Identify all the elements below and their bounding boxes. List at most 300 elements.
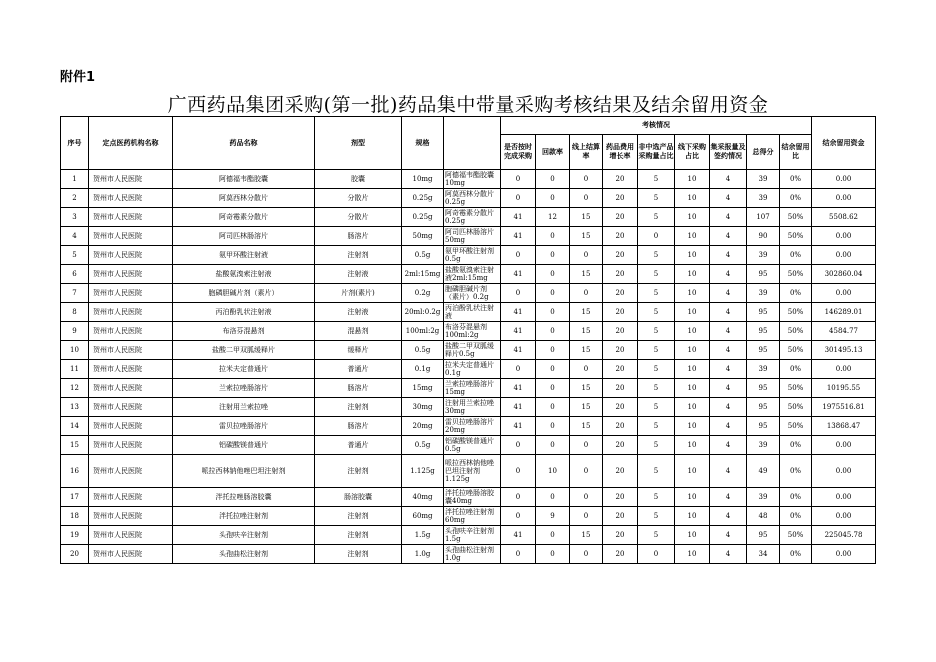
- cell-spec: 0.1g: [402, 360, 444, 379]
- table-row: [61, 488, 876, 507]
- cell-form: 注射剂: [315, 398, 402, 417]
- cell-drug: 阿德福韦酯胶囊: [173, 170, 315, 189]
- cell-institution: 贺州市人民医院: [89, 303, 173, 322]
- cell-score: 41: [501, 398, 536, 417]
- cell-generic: 哌拉西林钠他唑巴坦注射剂1.125g: [444, 455, 501, 488]
- cell-seq: 20: [61, 545, 89, 564]
- cell-score: 20: [603, 398, 638, 417]
- cell-seq: 18: [61, 507, 89, 526]
- cell-institution: 贺州市人民医院: [89, 526, 173, 545]
- cell-savings: 5508.62: [812, 208, 876, 227]
- cell-seq: 5: [61, 246, 89, 265]
- cell-form: 注射液: [315, 265, 402, 284]
- cell-score: 10: [675, 507, 710, 526]
- cell-score: 0: [570, 436, 603, 455]
- cell-form: 缓释片: [315, 341, 402, 360]
- cell-score: 5: [638, 417, 675, 436]
- cell-score: 20: [603, 303, 638, 322]
- cell-score: 0: [536, 265, 570, 284]
- cell-score: 4: [710, 398, 747, 417]
- header-sub: 线下采购占比: [675, 135, 710, 170]
- cell-score: 50%: [780, 265, 812, 284]
- table-row: [61, 189, 876, 208]
- cell-score: 0: [570, 284, 603, 303]
- cell-score: 15: [570, 379, 603, 398]
- table-row: [61, 341, 876, 360]
- cell-form: 混悬剂: [315, 322, 402, 341]
- cell-spec: 0.2g: [402, 284, 444, 303]
- table-row: [61, 227, 876, 246]
- cell-seq: 11: [61, 360, 89, 379]
- cell-score: 0: [536, 436, 570, 455]
- cell-score: 10: [675, 398, 710, 417]
- cell-score: 50%: [780, 303, 812, 322]
- table-row: [61, 545, 876, 564]
- cell-seq: 7: [61, 284, 89, 303]
- cell-drug: 泮托拉唑肠溶胶囊: [173, 488, 315, 507]
- table-row: [61, 284, 876, 303]
- table-row: [61, 208, 876, 227]
- cell-score: 0: [536, 360, 570, 379]
- cell-score: 0: [536, 322, 570, 341]
- cell-spec: 0.5g: [402, 436, 444, 455]
- cell-score: 4: [710, 507, 747, 526]
- cell-score: 20: [603, 341, 638, 360]
- header-sub: 结余留用比: [780, 135, 812, 170]
- cell-score: 39: [747, 246, 780, 265]
- cell-score: 20: [603, 526, 638, 545]
- cell-score: 0%: [780, 545, 812, 564]
- cell-score: 0: [536, 488, 570, 507]
- cell-generic: 布洛芬混悬剂100ml:2g: [444, 322, 501, 341]
- cell-score: 0: [501, 545, 536, 564]
- cell-score: 0: [570, 360, 603, 379]
- cell-spec: 20ml:0.2g: [402, 303, 444, 322]
- cell-form: 肠溶片: [315, 379, 402, 398]
- cell-score: 0: [501, 189, 536, 208]
- table-row: [61, 303, 876, 322]
- cell-score: 107: [747, 208, 780, 227]
- cell-score: 4: [710, 322, 747, 341]
- cell-institution: 贺州市人民医院: [89, 284, 173, 303]
- cell-drug: 雷贝拉唑肠溶片: [173, 417, 315, 436]
- cell-score: 0: [570, 545, 603, 564]
- cell-form: 注射剂: [315, 246, 402, 265]
- cell-score: 0: [501, 455, 536, 488]
- cell-score: 4: [710, 436, 747, 455]
- cell-score: 50%: [780, 208, 812, 227]
- cell-spec: 40mg: [402, 488, 444, 507]
- cell-score: 5: [638, 246, 675, 265]
- cell-score: 39: [747, 170, 780, 189]
- cell-form: 分散片: [315, 189, 402, 208]
- cell-drug: 盐酸氨溴索注射液: [173, 265, 315, 284]
- cell-score: 15: [570, 227, 603, 246]
- cell-score: 34: [747, 545, 780, 564]
- cell-spec: 0.25g: [402, 208, 444, 227]
- cell-seq: 13: [61, 398, 89, 417]
- cell-generic: 头孢呋辛注射剂1.5g: [444, 526, 501, 545]
- cell-score: 15: [570, 398, 603, 417]
- table-row: [61, 246, 876, 265]
- cell-score: 4: [710, 360, 747, 379]
- cell-savings: 0.00: [812, 545, 876, 564]
- cell-score: 5: [638, 436, 675, 455]
- cell-score: 5: [638, 507, 675, 526]
- cell-drug: 胞磷胆碱片剂（素片）: [173, 284, 315, 303]
- cell-score: 4: [710, 488, 747, 507]
- cell-score: 50%: [780, 526, 812, 545]
- cell-seq: 8: [61, 303, 89, 322]
- cell-score: 0%: [780, 246, 812, 265]
- table-row: [61, 436, 876, 455]
- cell-score: 10: [675, 526, 710, 545]
- cell-score: 0: [536, 303, 570, 322]
- cell-score: 0: [501, 436, 536, 455]
- cell-score: 0: [536, 284, 570, 303]
- cell-score: 95: [747, 341, 780, 360]
- cell-score: 10: [675, 545, 710, 564]
- cell-generic: 阿德福韦酯胶囊10mg: [444, 170, 501, 189]
- cell-spec: 1.5g: [402, 526, 444, 545]
- cell-score: 0: [570, 189, 603, 208]
- cell-score: 0%: [780, 189, 812, 208]
- header-institution: 定点医药机构名称: [89, 117, 173, 170]
- cell-score: 20: [603, 246, 638, 265]
- cell-score: 5: [638, 455, 675, 488]
- cell-score: 0: [570, 488, 603, 507]
- cell-score: 0%: [780, 507, 812, 526]
- cell-score: 41: [501, 379, 536, 398]
- cell-form: 肠溶片: [315, 417, 402, 436]
- cell-savings: 13868.47: [812, 417, 876, 436]
- table-row: [61, 398, 876, 417]
- table-row: [61, 526, 876, 545]
- cell-score: 10: [536, 455, 570, 488]
- cell-score: 5: [638, 284, 675, 303]
- cell-savings: 302860.04: [812, 265, 876, 284]
- cell-score: 10: [675, 436, 710, 455]
- cell-institution: 贺州市人民医院: [89, 246, 173, 265]
- cell-score: 4: [710, 208, 747, 227]
- cell-score: 10: [675, 303, 710, 322]
- header-sub: 回款率: [536, 135, 570, 170]
- cell-score: 0: [570, 507, 603, 526]
- cell-institution: 贺州市人民医院: [89, 417, 173, 436]
- cell-spec: 60mg: [402, 507, 444, 526]
- cell-score: 10: [675, 322, 710, 341]
- cell-score: 95: [747, 322, 780, 341]
- header-sub: 非中选产品采购量占比: [638, 135, 675, 170]
- cell-score: 20: [603, 507, 638, 526]
- cell-score: 15: [570, 303, 603, 322]
- cell-score: 50%: [780, 322, 812, 341]
- cell-spec: 1.125g: [402, 455, 444, 488]
- cell-score: 41: [501, 322, 536, 341]
- cell-score: 5: [638, 303, 675, 322]
- cell-score: 15: [570, 417, 603, 436]
- cell-generic: 泮托拉唑肠溶胶囊40mg: [444, 488, 501, 507]
- cell-generic: 丙泊酚乳状注射液: [444, 303, 501, 322]
- cell-score: 0: [570, 455, 603, 488]
- cell-score: 4: [710, 246, 747, 265]
- cell-score: 0: [501, 360, 536, 379]
- cell-institution: 贺州市人民医院: [89, 227, 173, 246]
- cell-score: 10: [675, 284, 710, 303]
- header-seq: 序号: [61, 117, 89, 170]
- cell-drug: 泮托拉唑注射剂: [173, 507, 315, 526]
- cell-score: 0%: [780, 455, 812, 488]
- cell-score: 4: [710, 417, 747, 436]
- cell-score: 50%: [780, 398, 812, 417]
- cell-drug: 丙泊酚乳状注射液: [173, 303, 315, 322]
- cell-score: 0: [501, 507, 536, 526]
- table-row: [61, 360, 876, 379]
- cell-score: 4: [710, 341, 747, 360]
- header-assessment: 考核情况: [501, 117, 812, 135]
- cell-form: 普通片: [315, 360, 402, 379]
- cell-generic: 拉米夫定普通片0.1g: [444, 360, 501, 379]
- cell-form: 注射液: [315, 303, 402, 322]
- cell-score: 15: [570, 341, 603, 360]
- cell-score: 20: [603, 488, 638, 507]
- cell-form: 胶囊: [315, 170, 402, 189]
- cell-seq: 14: [61, 417, 89, 436]
- cell-generic: 氨甲环酸注射剂0.5g: [444, 246, 501, 265]
- cell-score: 41: [501, 417, 536, 436]
- cell-seq: 10: [61, 341, 89, 360]
- cell-score: 0: [536, 398, 570, 417]
- cell-savings: 225045.78: [812, 526, 876, 545]
- cell-score: 95: [747, 417, 780, 436]
- cell-score: 15: [570, 322, 603, 341]
- cell-score: 39: [747, 284, 780, 303]
- cell-drug: 阿司匹林肠溶片: [173, 227, 315, 246]
- cell-score: 20: [603, 417, 638, 436]
- cell-score: 20: [603, 284, 638, 303]
- cell-savings: 0.00: [812, 436, 876, 455]
- cell-drug: 铝碳酸镁普通片: [173, 436, 315, 455]
- cell-spec: 30mg: [402, 398, 444, 417]
- cell-score: 0: [536, 170, 570, 189]
- cell-score: 10: [675, 379, 710, 398]
- cell-score: 95: [747, 379, 780, 398]
- cell-score: 0: [536, 246, 570, 265]
- cell-score: 48: [747, 507, 780, 526]
- cell-score: 0: [501, 284, 536, 303]
- cell-score: 4: [710, 265, 747, 284]
- cell-score: 0%: [780, 436, 812, 455]
- cell-drug: 氨甲环酸注射液: [173, 246, 315, 265]
- cell-score: 0%: [780, 488, 812, 507]
- cell-score: 5: [638, 341, 675, 360]
- cell-score: 15: [570, 265, 603, 284]
- cell-spec: 10mg: [402, 170, 444, 189]
- table-row: [61, 322, 876, 341]
- cell-drug: 阿莫西林分散片: [173, 189, 315, 208]
- cell-spec: 2ml:15mg: [402, 265, 444, 284]
- cell-score: 20: [603, 227, 638, 246]
- cell-generic: 头孢曲松注射剂1.0g: [444, 545, 501, 564]
- cell-drug: 兰索拉唑肠溶片: [173, 379, 315, 398]
- table-body: [61, 170, 876, 564]
- cell-savings: 146289.01: [812, 303, 876, 322]
- cell-score: 5: [638, 189, 675, 208]
- cell-score: 0: [536, 379, 570, 398]
- cell-generic: 阿奇霉素分散片0.25g: [444, 208, 501, 227]
- cell-institution: 贺州市人民医院: [89, 208, 173, 227]
- cell-score: 90: [747, 227, 780, 246]
- cell-spec: 20mg: [402, 417, 444, 436]
- cell-institution: 贺州市人民医院: [89, 265, 173, 284]
- cell-score: 12: [536, 208, 570, 227]
- cell-score: 20: [603, 170, 638, 189]
- cell-score: 0: [536, 341, 570, 360]
- cell-drug: 注射用兰索拉唑: [173, 398, 315, 417]
- cell-score: 20: [603, 189, 638, 208]
- cell-seq: 2: [61, 189, 89, 208]
- cell-score: 20: [603, 436, 638, 455]
- annex-label: 附件1: [60, 70, 96, 85]
- cell-savings: 0.00: [812, 455, 876, 488]
- table-row: [61, 455, 876, 488]
- cell-score: 95: [747, 398, 780, 417]
- cell-score: 41: [501, 303, 536, 322]
- cell-score: 10: [675, 208, 710, 227]
- cell-generic: 阿莫西林分散片0.25g: [444, 189, 501, 208]
- cell-score: 20: [603, 545, 638, 564]
- cell-score: 20: [603, 379, 638, 398]
- cell-spec: 50mg: [402, 227, 444, 246]
- cell-score: 5: [638, 322, 675, 341]
- cell-score: 0: [638, 227, 675, 246]
- cell-generic: 雷贝拉唑肠溶片20mg: [444, 417, 501, 436]
- cell-seq: 19: [61, 526, 89, 545]
- cell-score: 0%: [780, 284, 812, 303]
- cell-score: 41: [501, 526, 536, 545]
- header-sub: 是否按时完成采购: [501, 135, 536, 170]
- cell-score: 41: [501, 208, 536, 227]
- cell-score: 20: [603, 208, 638, 227]
- header-generic-blank: [444, 117, 501, 170]
- cell-generic: 胞磷胆碱片剂（素片）0.2g: [444, 284, 501, 303]
- cell-score: 95: [747, 265, 780, 284]
- cell-seq: 9: [61, 322, 89, 341]
- cell-form: 分散片: [315, 208, 402, 227]
- cell-institution: 贺州市人民医院: [89, 341, 173, 360]
- cell-institution: 贺州市人民医院: [89, 398, 173, 417]
- cell-institution: 贺州市人民医院: [89, 322, 173, 341]
- cell-form: 注射剂: [315, 545, 402, 564]
- cell-score: 0: [536, 526, 570, 545]
- cell-score: 4: [710, 379, 747, 398]
- cell-institution: 贺州市人民医院: [89, 379, 173, 398]
- cell-score: 39: [747, 360, 780, 379]
- cell-score: 49: [747, 455, 780, 488]
- cell-score: 10: [675, 265, 710, 284]
- cell-drug: 哌拉西林钠他唑巴坦注射剂: [173, 455, 315, 488]
- cell-score: 0: [501, 488, 536, 507]
- cell-savings: 0.00: [812, 246, 876, 265]
- header-form: 剂型: [315, 117, 402, 170]
- cell-score: 20: [603, 265, 638, 284]
- cell-score: 10: [675, 227, 710, 246]
- cell-score: 20: [603, 360, 638, 379]
- cell-institution: 贺州市人民医院: [89, 545, 173, 564]
- cell-savings: 0.00: [812, 507, 876, 526]
- cell-score: 5: [638, 526, 675, 545]
- table-row: [61, 379, 876, 398]
- cell-score: 5: [638, 208, 675, 227]
- cell-form: 肠溶胶囊: [315, 488, 402, 507]
- cell-score: 0: [536, 545, 570, 564]
- cell-savings: 10195.55: [812, 379, 876, 398]
- cell-score: 10: [675, 341, 710, 360]
- cell-score: 0: [536, 417, 570, 436]
- cell-seq: 17: [61, 488, 89, 507]
- cell-savings: 0.00: [812, 189, 876, 208]
- cell-spec: 0.25g: [402, 189, 444, 208]
- cell-form: 肠溶片: [315, 227, 402, 246]
- cell-institution: 贺州市人民医院: [89, 170, 173, 189]
- cell-drug: 头孢曲松注射剂: [173, 545, 315, 564]
- cell-score: 15: [570, 526, 603, 545]
- cell-seq: 1: [61, 170, 89, 189]
- cell-score: 41: [501, 227, 536, 246]
- cell-score: 5: [638, 360, 675, 379]
- cell-institution: 贺州市人民医院: [89, 360, 173, 379]
- cell-score: 0: [570, 170, 603, 189]
- cell-savings: 301495.13: [812, 341, 876, 360]
- cell-score: 10: [675, 360, 710, 379]
- cell-spec: 15mg: [402, 379, 444, 398]
- cell-score: 10: [675, 417, 710, 436]
- cell-score: 50%: [780, 417, 812, 436]
- cell-institution: 贺州市人民医院: [89, 436, 173, 455]
- header-drug: 药品名称: [173, 117, 315, 170]
- cell-score: 39: [747, 436, 780, 455]
- cell-score: 0: [570, 246, 603, 265]
- cell-drug: 盐酸二甲双胍缓释片: [173, 341, 315, 360]
- table-row: [61, 417, 876, 436]
- cell-drug: 阿奇霉素分散片: [173, 208, 315, 227]
- cell-score: 0: [536, 227, 570, 246]
- header-spec: 规格: [402, 117, 444, 170]
- cell-seq: 12: [61, 379, 89, 398]
- cell-score: 5: [638, 265, 675, 284]
- cell-score: 95: [747, 526, 780, 545]
- cell-score: 10: [675, 488, 710, 507]
- cell-institution: 贺州市人民医院: [89, 507, 173, 526]
- table-row: [61, 265, 876, 284]
- cell-score: 10: [675, 246, 710, 265]
- cell-score: 10: [675, 170, 710, 189]
- cell-score: 4: [710, 303, 747, 322]
- cell-score: 20: [603, 322, 638, 341]
- cell-score: 4: [710, 545, 747, 564]
- cell-savings: 0.00: [812, 284, 876, 303]
- cell-generic: 兰索拉唑肠溶片15mg: [444, 379, 501, 398]
- table-row: [61, 170, 876, 189]
- cell-generic: 泮托拉唑注射剂60mg: [444, 507, 501, 526]
- cell-generic: 注射用兰索拉唑30mg: [444, 398, 501, 417]
- assessment-table: [60, 116, 876, 564]
- cell-score: 0: [536, 189, 570, 208]
- cell-seq: 3: [61, 208, 89, 227]
- cell-spec: 0.5g: [402, 246, 444, 265]
- cell-seq: 6: [61, 265, 89, 284]
- cell-savings: 0.00: [812, 488, 876, 507]
